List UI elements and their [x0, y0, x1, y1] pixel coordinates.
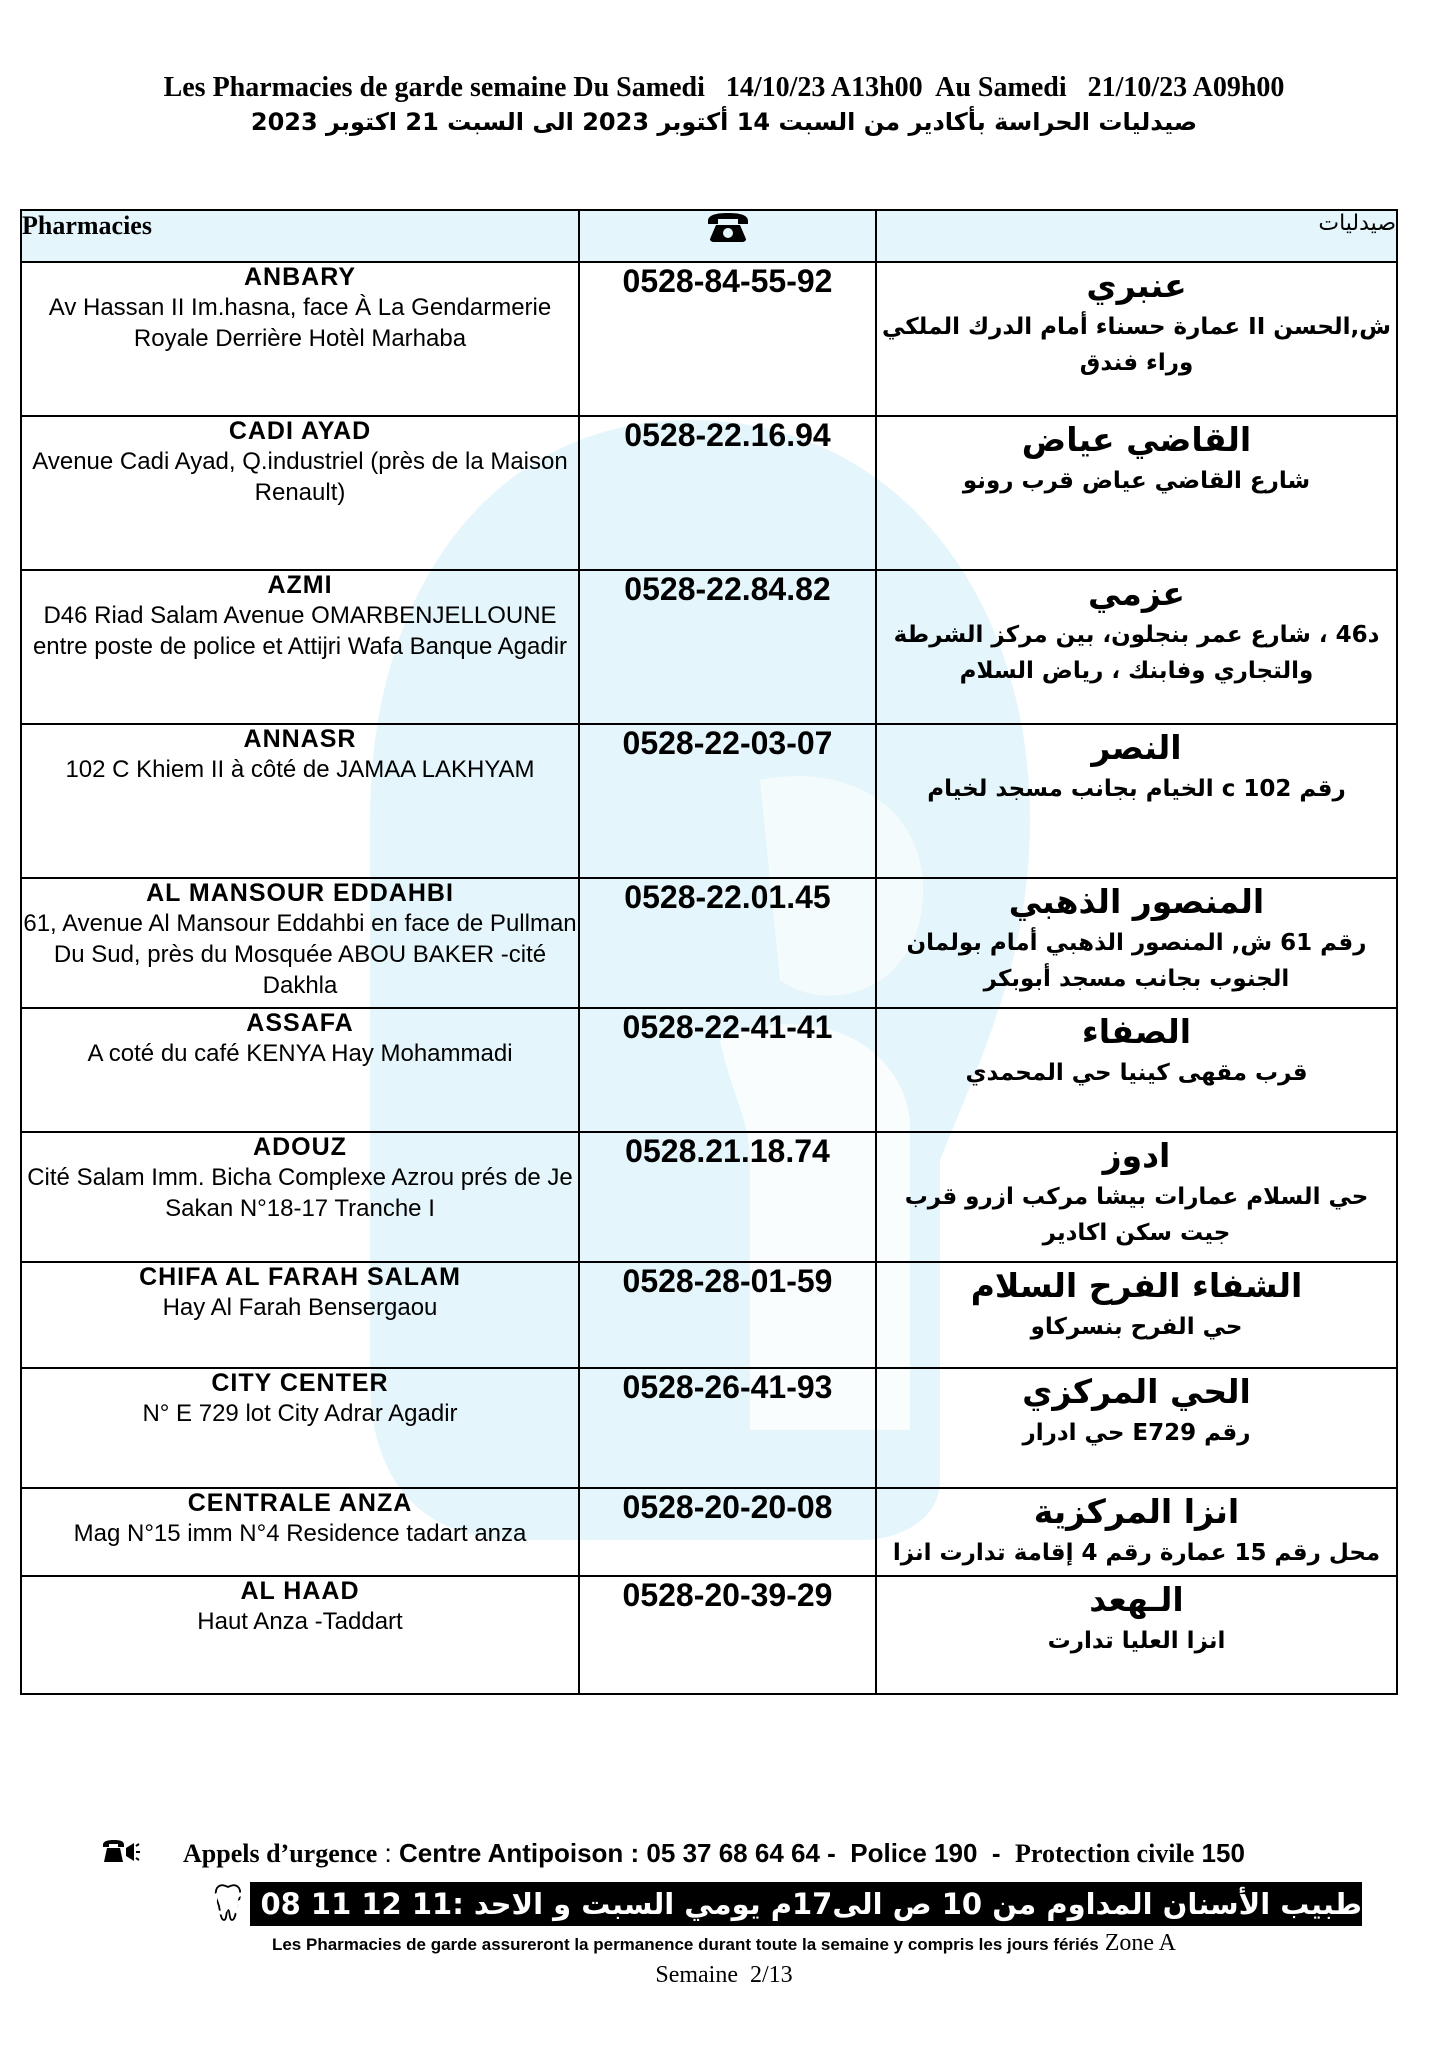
emergency-line [105, 1838, 1400, 1869]
pharmacy-name-fr: ANNASR [243, 725, 357, 753]
cell-fr [21, 1576, 579, 1694]
pharmacy-address-ar: محل رقم 15 عمارة رقم 4 إقامة تدارت انزا [892, 1540, 1381, 1566]
pharmacy-name-ar: عنبري [1086, 266, 1187, 305]
cell-fr [21, 1368, 579, 1488]
pharmacy-name-ar: القاضي عياض [1021, 420, 1252, 459]
emergency-numbers: Centre Antipoison : 05 37 68 64 64 - Police 190 - [398, 1838, 1015, 1868]
cell-fr [21, 262, 579, 416]
pharmacy-phone: 0528-22.16.94 [579, 416, 876, 570]
cell-ar [876, 416, 1397, 570]
table-row [21, 878, 1397, 1008]
cell-ar [876, 724, 1397, 878]
pharmacy-name-ar: الصفاء [1081, 1012, 1192, 1051]
pharmacy-address-ar: رقم E729 حي ادرار [1022, 1420, 1251, 1446]
cell-fr [21, 878, 579, 1008]
pharmacy-address-ar: رقم 61 ش, المنصور الذهبي أمام بولمان الجنوب بجانب مسجد أبوبكر [906, 930, 1367, 992]
header-title-fr: Les Pharmacies de garde semaine Du Samedi 14/10/23 A13h00 Au Samedi 21/10/23 A09h00 [163, 72, 1285, 103]
telephone-icon [706, 211, 750, 243]
pharmacy-name-ar: الشفاء الفرح السلام [970, 1266, 1303, 1305]
zone-label: Zone A [1098, 1930, 1177, 1956]
pharmacy-phone: 0528-20-20-08 [579, 1488, 876, 1576]
cell-fr [21, 1132, 579, 1262]
emergency-label: Appels d’urgence [183, 1839, 378, 1868]
pharmacy-phone: 0528-22-41-41 [579, 1008, 876, 1132]
pharmacy-name-ar: عزمي [1088, 574, 1185, 613]
cell-fr [21, 1488, 579, 1576]
table-row [21, 1008, 1397, 1132]
pharmacy-name-ar: انزا المركزية [1033, 1492, 1240, 1531]
table-row [21, 1576, 1397, 1694]
pharmacy-address-ar: حي السلام عمارات بيشا مركب ازرو قرب جيت سكن اكادير [904, 1184, 1369, 1246]
cell-fr [21, 1262, 579, 1368]
pharmacy-address-fr: Haut Anza -Taddart [197, 1608, 403, 1635]
pharmacy-address-fr: Av Hassan II Im.hasna, face À La Gendarmerie Royale Derrière Hotèl Marhaba [48, 294, 552, 352]
cell-ar [876, 1368, 1397, 1488]
column-header-phone [579, 210, 876, 262]
pharmacy-address-ar: ش,الحسن II عمارة حسناء أمام الدرك الملكي وراء فندق [882, 314, 1391, 376]
pharmacy-phone: 0528.21.18.74 [579, 1132, 876, 1262]
pharmacy-address-fr: 102 C Khiem II à côté de JAMAA LAKHYAM [65, 756, 535, 783]
pharmacy-address-fr: Mag N°15 imm N°4 Residence tadart anza [73, 1520, 527, 1547]
table-row [21, 1132, 1397, 1262]
cell-ar [876, 1262, 1397, 1368]
pharmacy-phone: 0528-20-39-29 [579, 1576, 876, 1694]
cell-ar [876, 262, 1397, 416]
table-row [21, 724, 1397, 878]
footer-note [0, 1930, 1448, 1957]
cell-ar [876, 1008, 1397, 1132]
dentist-banner: طبيب الأسنان المداوم من 10 ص الى17م يومي السبت و الاحد :11 12 11 08 06 [250, 1882, 1362, 1926]
pharmacy-address-fr: 61, Avenue Al Mansour Eddahbi en face de Pullman Du Sud, près du Mosquée ABOU BAKER -cité Dakhla [23, 910, 577, 999]
table-row [21, 570, 1397, 724]
table-row [21, 1488, 1397, 1576]
cell-ar [876, 1576, 1397, 1694]
pharmacy-address-ar: قرب مقهى كينيا حي المحمدي [965, 1060, 1308, 1086]
protection-civile-number: 150 [1194, 1838, 1245, 1868]
pharmacy-name-ar: الـهعد [1089, 1580, 1184, 1619]
pharmacy-phone: 0528-22-03-07 [579, 724, 876, 878]
cell-fr [21, 570, 579, 724]
footer-note-text: Les Pharmacies de garde assureront la permanence durant toute la semaine y compris les jours fériés [271, 1935, 1099, 1954]
pharmacy-address-fr: N° E 729 lot City Adrar Agadir [142, 1400, 458, 1427]
pharmacy-name-fr: ADOUZ [253, 1133, 347, 1161]
pharmacy-address-ar: د46 ، شارع عمر بنجلون، بين مركز الشرطة والتجاري وفابنك ، رياض السلام [893, 622, 1380, 684]
table-header-row [21, 210, 1397, 262]
pharmacy-name-ar: الحي المركزي [1022, 1372, 1251, 1411]
cell-ar [876, 1488, 1397, 1576]
table-row [21, 416, 1397, 570]
pharmacy-name-ar: ادوز [1102, 1136, 1171, 1175]
pharmacy-name-ar: النصر [1091, 728, 1182, 767]
pharmacy-address-fr: Cité Salam Imm. Bicha Complexe Azrou prés de Je Sakan N°18-17 Tranche I [27, 1164, 573, 1222]
week-label: Semaine 2/13 [655, 1962, 793, 1988]
column-header-fr: Pharmacies [21, 210, 579, 262]
pharmacy-phone: 0528-22.01.45 [579, 878, 876, 1008]
pharmacy-address-fr: A coté du café KENYA Hay Mohammadi [87, 1040, 513, 1067]
cell-fr [21, 724, 579, 878]
pharmacy-name-fr: ANBARY [243, 263, 357, 291]
header-title-ar: صيدليات الحراسة بأكادير من السبت 14 أكتوبر 2023 الى السبت 21 اكتوبر 2023 [250, 108, 1198, 136]
pharmacy-name-fr: ASSAFA [246, 1009, 354, 1037]
pharmacy-address-fr: Hay Al Farah Bensergaou [162, 1294, 438, 1321]
pharmacy-name-fr: CHIFA AL FARAH SALAM [139, 1263, 461, 1291]
pharmacy-address-fr: Avenue Cadi Ayad, Q.industriel (près de la Maison Renault) [32, 448, 568, 506]
pharmacy-name-fr: AL MANSOUR EDDAHBI [146, 879, 454, 907]
column-header-ar: صيدليات [876, 210, 1397, 262]
pharmacy-phone: 0528-26-41-93 [579, 1368, 876, 1488]
cell-ar [876, 1132, 1397, 1262]
table-row [21, 1262, 1397, 1368]
emergency-sep: : [377, 1838, 399, 1868]
table-row [21, 262, 1397, 416]
cell-fr [21, 416, 579, 570]
table-row [21, 1368, 1397, 1488]
pharmacy-address-ar: حي الفرح بنسركاو [1030, 1314, 1243, 1340]
cell-ar [876, 878, 1397, 1008]
pharmacy-name-fr: CITY CENTER [211, 1369, 389, 1397]
cell-ar [876, 570, 1397, 724]
pharmacy-address-fr: D46 Riad Salam Avenue OMARBENJELLOUNE entre poste de police et Attijri Wafa Banque Agadir [32, 602, 568, 660]
pharmacy-phone: 0528-84-55-92 [579, 262, 876, 416]
pharmacy-address-ar: شارع القاضي عياض قرب رونو [962, 468, 1311, 494]
pharmacy-address-ar: رقم 102 c الخيام بجانب مسجد لخيام [927, 776, 1346, 802]
cell-fr [21, 1008, 579, 1132]
pharmacy-phone: 0528-28-01-59 [579, 1262, 876, 1368]
pharmacies-table [20, 209, 1398, 1695]
pharmacy-name-ar: المنصور الذهبي [1008, 882, 1265, 921]
pharmacy-phone: 0528-22.84.82 [579, 570, 876, 724]
protection-civile-label: Protection civile [1015, 1839, 1195, 1868]
pharmacy-name-fr: AL HAAD [240, 1577, 360, 1605]
pharmacy-name-fr: AZMI [267, 571, 333, 599]
pharmacy-address-ar: انزا العليا تدارت [1047, 1628, 1226, 1654]
pharmacy-name-fr: CENTRALE ANZA [187, 1489, 413, 1517]
pharmacy-name-fr: CADI AYAD [228, 417, 372, 445]
